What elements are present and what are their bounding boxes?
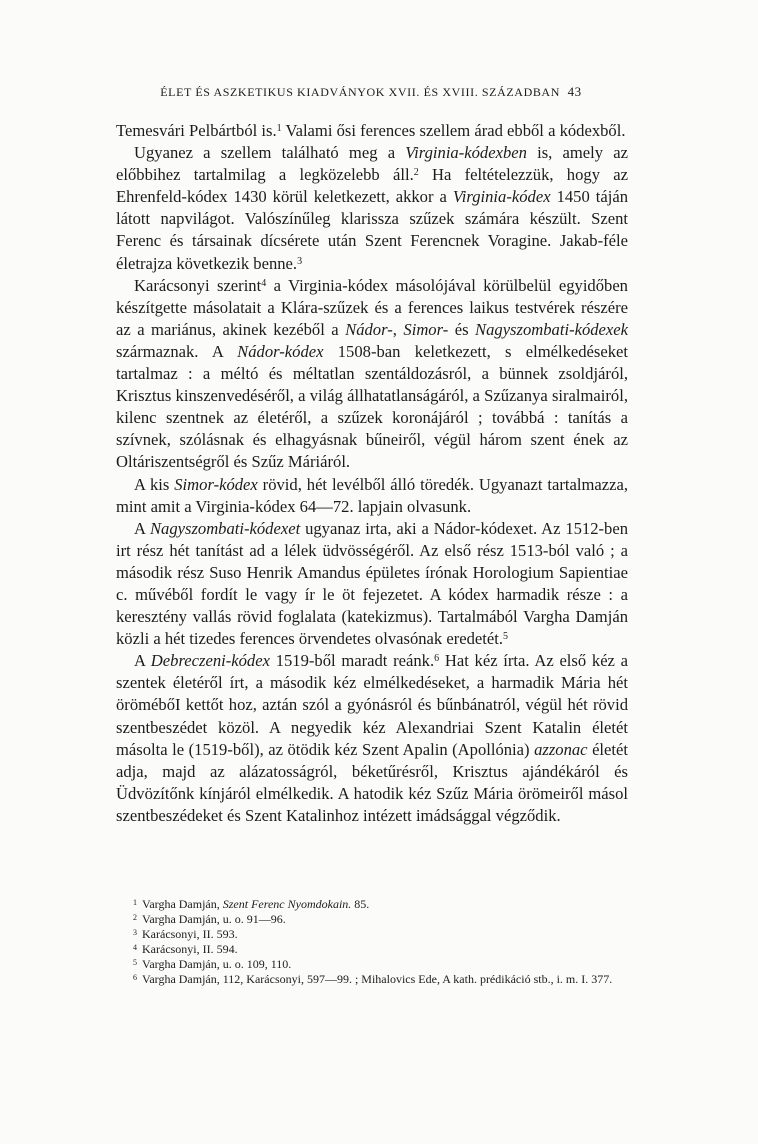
text-run: 1508-ban keletkezett, s elmélkedéseket tartalmaz : a méltó és méltatlan szentáldozásról, a bünnek zsoldjáról, Krisztus kinszenvedéséről, a világ állhatatlanságáról, a Szűzanya siralmairól, kilenc szentnek az életéről, a szűzek koronájáról ; továbbá : tanítás a szívnek, szólásnak és elhagyásnak bűneiről, végül három szent ének az Oltáriszentségről és Szűz Máriáról. — [116, 341, 628, 472]
text-run: Hat kéz írta. Az első kéz a szentek életéről írt, a második kéz elmélkedéseket, a harmadik Mária hét örömébőI kettőt hoz, aztán szól a gyónásról és bűnbánatról, végül hét rövid szentbeszédet közöl. A negyedik kéz Alexandriai Szent Katalin életét másolta le (1519-ből), az ötödik kéz Szent Apalin (Apollónia) — [116, 651, 629, 759]
footnote — [133, 897, 627, 912]
footnote-ref: 5 — [503, 631, 509, 643]
text-run: Karácsonyi, II. 594. — [142, 942, 238, 956]
text-run: A — [134, 651, 151, 671]
italic-title: Szent Ferenc Nyomdokain. — [222, 897, 352, 911]
text-run: Karácsonyi, II. 593. — [142, 927, 238, 941]
italic-title: azzonac — [534, 739, 588, 759]
text-run: A — [134, 518, 150, 538]
text-run: Ha feltételezzük, hogy az Ehrenfeld-kódex 1430 körül keletkezett, akkor a — [116, 165, 628, 207]
text-run: a Virginia-kódex másolójával körülbelül egyidőben készítgette másolatait a Klára-szűzek és a ferences laikus testvérek részére az a mariánus, akinek kezéből a — [116, 275, 628, 339]
footnote-ref: 2 — [413, 167, 419, 179]
footnote-number: 5 — [133, 958, 137, 967]
footnote-number: 3 — [133, 928, 137, 937]
text-run: Vargha Damján, 112, Karácsonyi, 597—99. ; Mihalovics Ede, A kath. prédikáció stb., i. m. I. 377. — [142, 972, 613, 986]
body-text — [116, 120, 628, 827]
italic-title: Nádor-kódex — [237, 341, 324, 361]
text-run: és — [448, 319, 476, 339]
running-header — [116, 84, 626, 100]
text-run: Temesvári Pelbártból is. — [116, 121, 277, 140]
text-run: rövid, hét levélből álló töredék. Ugyanazt tartalmazza, mint amit a Virginia-kódex 64—72. lapjain olvasunk. — [116, 474, 628, 516]
text-run: Vargha Damján, u. o. 91—96. — [142, 912, 286, 926]
page-number: 43 — [567, 84, 582, 99]
italic-title: Debreczeni-kódex — [150, 651, 270, 671]
italic-title: Simor-kódex — [174, 474, 258, 494]
text-run: származnak. A — [116, 341, 238, 361]
text-run: is, amely az előbbihez tartalmilag a legközelebb áll. — [116, 143, 628, 185]
text-run: Ugyanez a szellem található meg a — [134, 143, 406, 163]
footnote — [133, 972, 627, 987]
paragraph — [116, 275, 628, 474]
italic-title: Nagyszombati-kódexet — [149, 518, 301, 538]
footnote-number: 6 — [133, 973, 137, 982]
paragraph — [116, 142, 628, 275]
italic-title: Virginia-kódexben — [405, 143, 527, 163]
text-run: Karácsonyi szerint — [134, 275, 262, 295]
italic-title: Nagyszombati-kódexek — [475, 319, 629, 339]
paragraph — [116, 474, 628, 518]
italic-title: Simor- — [403, 319, 449, 339]
footnote-number: 4 — [133, 943, 137, 952]
footnote — [133, 912, 627, 927]
running-title: ÉLET ÉS ASZKETIKUS KIADVÁNYOK XVII. ÉS XVIII. SZÁZADBAN — [160, 85, 560, 99]
text-run: Vargha Damján, u. o. 109, 110. — [142, 957, 292, 971]
paragraph — [116, 518, 628, 651]
text-run: 1519-ből maradt reánk. — [269, 651, 435, 671]
footnote-ref: 1 — [276, 123, 282, 134]
footnote-ref: 3 — [297, 255, 303, 267]
text-run: Valami ősi ferences szellem árad ebből a kódexből. — [281, 121, 626, 140]
footnote-ref: 6 — [434, 653, 440, 665]
footnote-number: 2 — [133, 913, 137, 922]
italic-title: Virginia-kódex — [452, 187, 551, 207]
footnote-ref: 4 — [261, 277, 267, 289]
paragraph — [116, 650, 628, 827]
footnotes — [133, 897, 627, 987]
footnote-number: 1 — [133, 898, 137, 907]
text-run: , — [392, 319, 404, 339]
footnote — [133, 942, 627, 957]
text-run: 1450 táján látott napvilágot. Valószínűleg klarissza szűzek számára készült. Szent Ferenc és társainak dícsérete után Szent Ferencnek Voragine. Jakab-féle életrajza következik benne. — [116, 187, 628, 273]
footnote — [133, 927, 627, 942]
footnote — [133, 957, 627, 972]
italic-title: Nádor- — [345, 319, 393, 339]
text-run: A kis — [134, 474, 175, 494]
text-run: Vargha Damján, — [142, 897, 223, 911]
text-run: ugyanaz irta, aki a Nádor-kódexet. Az 1512-ben irt rész hét tanítást ad a lélek üdvösségéről. Az első rész 1513-ból való ; a második rész Suso Henrik Amandus épületes írónak Horologium Sapientiae c. művéből fordít le vagy ír le öt fejezetet. A kódex harmadik része : a keresztény vallás rövid foglalata (katekizmus). Tartalmából Vargha Damján közli a hét tizedes ferences örvendetes olvasónak eredetét. — [116, 518, 628, 649]
text-run: életét adja, majd az alázatosságról, béketűrésről, Krisztus ajándékáról és Üdvözítőnk kínjáról elmélkedik. A hatodik kéz Szűz Mária örömeiről másol szentbeszédeket és Szent Katalinhoz intézett imádsággal végződik. — [116, 739, 628, 825]
paragraph — [116, 120, 628, 142]
text-run: 85. — [351, 897, 370, 911]
